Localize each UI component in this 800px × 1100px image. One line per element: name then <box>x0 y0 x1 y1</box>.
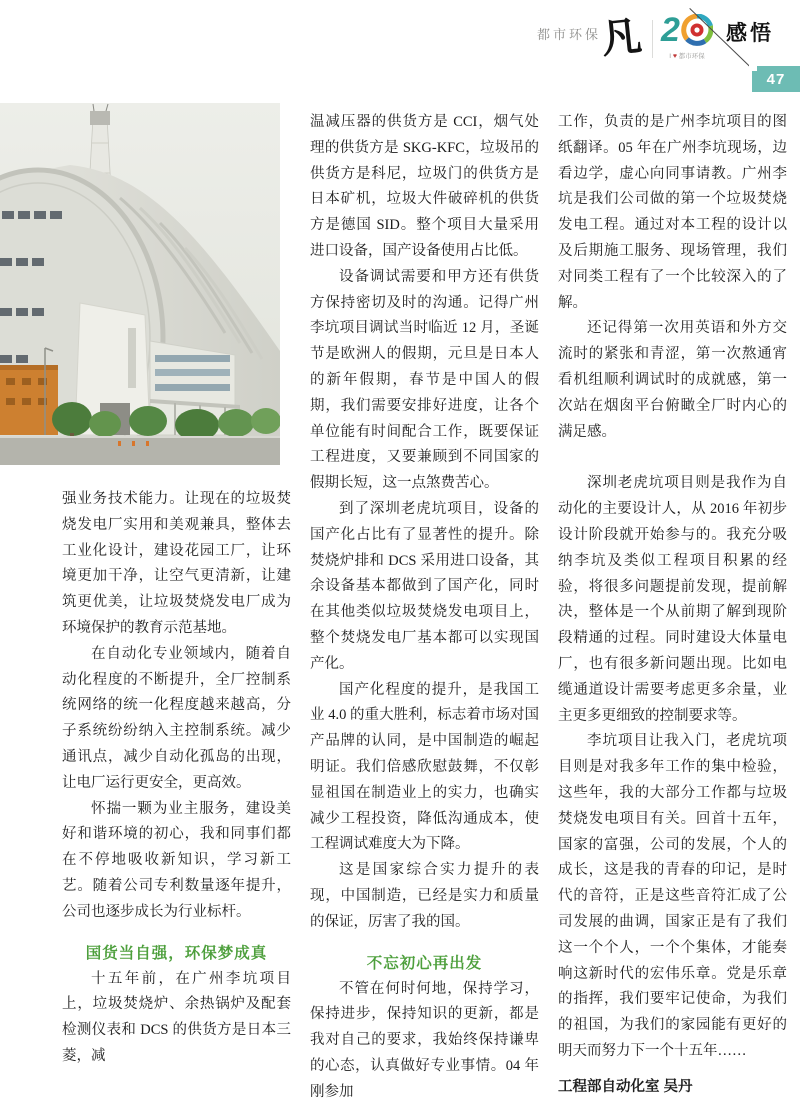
logo-caption <box>661 51 713 60</box>
logo-divider <box>652 20 653 58</box>
caption-brand: 都市环保 <box>678 53 705 60</box>
anniversary-20-logo-icon <box>661 13 713 47</box>
article-column-2 <box>310 110 539 1100</box>
article-paragraph: 怀揣一颗为业主服务，建设美好和谐环境的初心，我和同事们都在不停地吸收新知识，学习新工艺。随着公司专利数量逐年提升，公司也逐步成长为行业标杆。 <box>62 800 291 920</box>
heart-icon: ♥ <box>672 53 677 60</box>
tab-corner-square <box>749 63 757 71</box>
article-paragraph: 十五年前，在广州李坑项目上，垃圾焚烧炉、余热锅炉及配套检测仪表和 DCS 的供货方是日本三菱，减 <box>62 970 291 1064</box>
logo-digit: 2 <box>661 11 680 49</box>
page-number-tab: 47 <box>752 66 800 92</box>
section-heading: 国货当自强，环保梦成真 <box>85 944 268 962</box>
article-paragraph: 温减压器的供货方是 CCI，烟气处理的供货方是 SKG-KFC，垃圾吊的供货方是科尼，垃圾门的供货方是日本矿机，垃圾大件破碎机的供货方是德国 SID。整个项目大量采用进口设备，国产设备使用占比低。 <box>310 114 539 259</box>
article-paragraph: 强业务技术能力。让现在的垃圾焚烧发电厂实用和美观兼具，整体去工业化设计，建设花园工厂，让环境更加干净，让空气更清新，让建筑更优美，让垃圾焚烧发电厂成为环境保护的教育示范基地。 <box>62 491 291 636</box>
plant-photo <box>0 103 280 465</box>
article-column-3 <box>558 110 787 1100</box>
section-label: 感悟 <box>726 22 774 45</box>
caption-i: I <box>669 53 672 60</box>
section-heading: 不忘初心再出发 <box>366 954 483 972</box>
author-signature: 工程部自动化室 吴丹 <box>558 1078 693 1095</box>
article-paragraph: 到了深圳老虎坑项目，设备的国产化占比有了显著性的提升。除焚烧炉排和 DCS 采用进口设备，其余设备基本都做到了国产化，同时在其他类似垃圾焚烧发电项目上，整个焚烧发电厂基本都可以实现国产化。 <box>310 500 539 672</box>
article-column-1 <box>62 487 291 1070</box>
article-paragraph: 在自动化专业领域内，随着自动化程度的不断提升，全厂控制系统网络的统一化程度越来越高，分子系统纷纷纳入主控制系统。减少通讯点，减少自动化孤岛的出现，让电厂运行更安全，更高效。 <box>62 645 291 791</box>
brand-text: 都市环保 <box>537 27 602 42</box>
article-paragraph: 设备调试需要和甲方还有供货方保持密切及时的沟通。记得广州李坑项目调试当时临近 12 月，圣诞节是欧洲人的假期，元旦是日本人的新年假期，春节是中国人的假期，我们需要安排好进度，让各个单位能有时间配合工作，既要保证工程进度，又要兼顾到不同国家的假期长短，这一点煞费苦心。 <box>310 268 539 492</box>
article-paragraph: 李坑项目让我入门，老虎坑项目则是对我多年工作的集中检验，这些年，我的大部分工作都与垃圾焚烧发电项目有关。回首十五年，国家的富强，公司的发展，个人的成长，这是我的青春的印记，是时代的音符，正是这些音符汇成了公司发展的曲调，国家正是有了我们这一个个人，一个个集体，才能奏响这新时代的宏伟乐章。党是乐章的指挥，我们要牢记使命，为我们的祖国，为我们的家园能有更好的明天而努力下一个十五年…… <box>558 733 787 1059</box>
article-paragraph: 深圳老虎坑项目则是我作为自动化的主要设计人，从 2016 年初步设计阶段就开始参与的。我充分吸纳李坑及类似工程项目积累的经验，将很多问题提前发现，提前解决，整体是一个从前期了解到现阶段精通的过程。同时建设大体量电厂，也有很多新问题出现。比如电缆通道设计需要考虑更多余量，业主更多更细致的控制要求等。 <box>558 475 787 724</box>
article-paragraph: 国产化程度的提升，是我国工业 4.0 的重大胜利，标志着市场对国产品牌的认同，是中国制造的崛起明证。我们倍感欣慰鼓舞，不仅彰显祖国在制造业上的实力，也确实减少工程投资，降低沟通成本，使工程调试难度大为下降。 <box>310 681 539 853</box>
article-paragraph: 这是国家综合实力提升的表现，中国制造，已经是实力和质量的保证，厉害了我的国。 <box>310 862 539 930</box>
article-paragraph: 工作，负责的是广州李坑项目的图纸翻译。05 年在广州李坑现场，边看边学，虚心向同事请教。广州李坑是我们公司做的第一个垃圾焚烧发电工程。通过对本工程的设计以及后期施工服务、现场管理，我们对同类工程有了一个比较深入的了解。 <box>558 114 787 311</box>
article-paragraph: 不管在何时何地，保持学习，保持进步，保持知识的更新，都是我对自己的要求，我始终保持谦卑的心态，认真做好专业事情。04 年刚参加 <box>310 980 539 1100</box>
calligraphy-logo-icon: 凡 <box>599 13 644 62</box>
logo-ring-icon <box>681 14 713 46</box>
article-paragraph: 还记得第一次用英语和外方交流时的紧张和青涩，第一次熬通宵看机组顺利调试时的成就感，第一次站在烟囱平台俯瞰全厂时内心的满足感。 <box>558 320 787 440</box>
